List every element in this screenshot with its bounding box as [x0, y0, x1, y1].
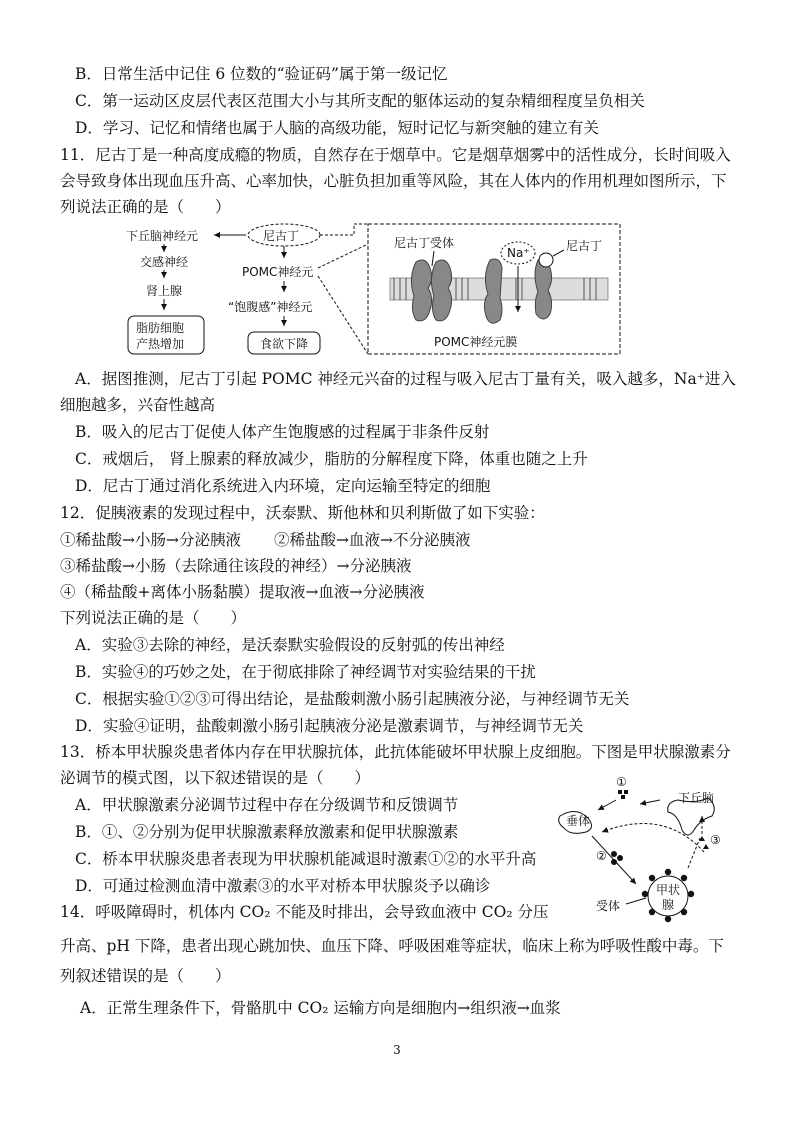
q12-option-c: C．根据实验①②③可得出结论，是盐酸刺激小肠引起胰液分泌，与神经调节无关	[75, 690, 630, 708]
nicotine-label: 尼古丁	[263, 229, 300, 243]
q12-option-d: D．实验④证明，盐酸刺激小肠引起胰液分泌是激素调节，与神经调节无关	[75, 717, 584, 735]
fat-cell-label-1: 脂肪细胞	[136, 321, 185, 335]
q13-stem-line1: 13．桥本甲状腺炎患者体内存在甲状腺抗体，此抗体能破坏甲状腺上皮细胞。下图是甲状腺激素分	[60, 743, 731, 761]
q10-option-d: D．学习、记忆和情绪也属于人脑的高级功能，短时记忆与新突触的建立有关	[75, 119, 599, 137]
q11-option-a-line2: 细胞越多，兴奋性越高	[60, 396, 216, 414]
q12-experiment-3: ③稀盐酸→小肠（去除通往该段的神经）→分泌胰液	[60, 557, 412, 575]
q11-option-d: D．尼古丁通过消化系统进入内环境，定向运输至特定的细胞	[75, 477, 491, 495]
hormone-1-marker: ①	[616, 775, 627, 789]
receptor-closed	[411, 260, 431, 321]
thyroid-regulation-diagram	[556, 775, 732, 922]
hormone-2-marker: ②	[596, 849, 607, 863]
nicotine-molecule-label: 尼古丁	[566, 239, 603, 253]
q13-option-b: B．①、②分别为促甲状腺激素释放激素和促甲状腺激素	[75, 823, 459, 841]
q12-experiment-1: ①稀盐酸→小肠→分泌胰液	[60, 531, 241, 549]
satiety-neuron-label: “饱腹感”神经元	[228, 300, 313, 314]
q11-stem-line3: 列说法正确的是（ ）	[60, 198, 231, 216]
q11-stem-line2: 会导致身体出现血压升高、心率加快，心脏负担加重等风险，其在人体内的作用机理如图所示，下	[60, 172, 727, 190]
appetite-label: 食欲下降	[260, 337, 309, 351]
q13-option-a: A．甲状腺激素分泌调节过程中存在分级调节和反馈调节	[75, 796, 459, 814]
hypothalamus-label: 下丘脑	[678, 791, 715, 805]
q11-option-a-line1: A．据图推测，尼古丁引起 POMC 神经元兴奋的过程与吸入尼古丁量有关，吸入越多，Na⁺进入	[75, 370, 736, 388]
q13-stem-line2: 泌调节的模式图，以下叙述错误的是（ ）	[60, 769, 371, 787]
receptor-label: 受体	[596, 899, 621, 913]
sympathetic-nerve-label: 交感神经	[140, 255, 189, 269]
page-number: 3	[393, 1043, 401, 1057]
q11-option-b: B．吸入的尼古丁促使人体产生饱腹感的过程属于非条件反射	[75, 423, 490, 441]
nicotine-receptor-label: 尼古丁受体	[394, 236, 455, 250]
hormone-3-marker: ③	[710, 833, 721, 847]
q12-stem: 12．促胰液素的发现过程中，沃泰默、斯他林和贝利斯做了如下实验：	[60, 504, 545, 522]
q14-option-a: A．正常生理条件下，骨骼肌中 CO₂ 运输方向是细胞内→组织液→血浆	[80, 999, 561, 1017]
q14-stem-line2: 升高、pH 下降，患者出现心跳加快、血压下降、呼吸困难等症状，临床上称为呼吸性酸中毒。下	[60, 937, 724, 955]
nicotine-molecule	[539, 253, 553, 267]
thyroid-label-1: 甲状	[656, 883, 681, 897]
q12-experiment-2: ②稀盐酸→血液→不分泌胰液	[274, 531, 471, 549]
na-ion-label: Na⁺	[507, 246, 530, 260]
q12-option-b: B．实验④的巧妙之处，在于彻底排除了神经调节对实验结果的干扰	[75, 663, 536, 681]
q10-option-c: C．第一运动区皮层代表区范围大小与其所支配的躯体运动的复杂精细程度呈负相关	[75, 92, 645, 110]
q13-option-c: C．桥本甲状腺炎患者表现为甲状腺机能减退时激素①②的水平升高	[75, 850, 537, 868]
q11-option-c: C．戒烟后， 肾上腺素的释放减少，脂肪的分解程度下降，体重也随之上升	[75, 450, 588, 468]
q13-option-d: D．可通过检测血清中激素③的水平对桥本甲状腺炎予以确诊	[75, 877, 491, 895]
pomc-membrane-label: POMC神经元膜	[434, 335, 518, 349]
pomc-neuron-label: POMC神经元	[242, 265, 314, 279]
nicotine-mechanism-diagram	[118, 220, 628, 360]
q12-question: 下列说法正确的是（ ）	[60, 609, 247, 627]
adrenal-label: 肾上腺	[146, 284, 183, 298]
hypothalamus-neuron-label: 下丘脑神经元	[126, 229, 199, 243]
fat-cell-label-2: 产热增加	[136, 337, 185, 351]
pituitary-label: 垂体	[566, 814, 591, 828]
q11-stem-line1: 11．尼古丁是一种高度成瘾的物质，自然存在于烟草中。它是烟草烟雾中的活性成分，长时间吸入	[60, 146, 731, 164]
q12-experiment-4: ④（稀盐酸+离体小肠黏膜）提取液→血液→分泌胰液	[60, 583, 425, 601]
q12-option-a: A．实验③去除的神经，是沃泰默实验假设的反射弧的传出神经	[75, 636, 505, 654]
thyroid-label-2: 腺	[662, 898, 675, 912]
q14-stem-line3: 列叙述错误的是（ ）	[60, 967, 231, 985]
q10-option-b: B．日常生活中记住 6 位数的“验证码”属于第一级记忆	[75, 65, 448, 83]
q14-stem-line1: 14．呼吸障碍时，机体内 CO₂ 不能及时排出，会导致血液中 CO₂ 分压	[60, 903, 549, 921]
receptor-open	[484, 259, 502, 323]
